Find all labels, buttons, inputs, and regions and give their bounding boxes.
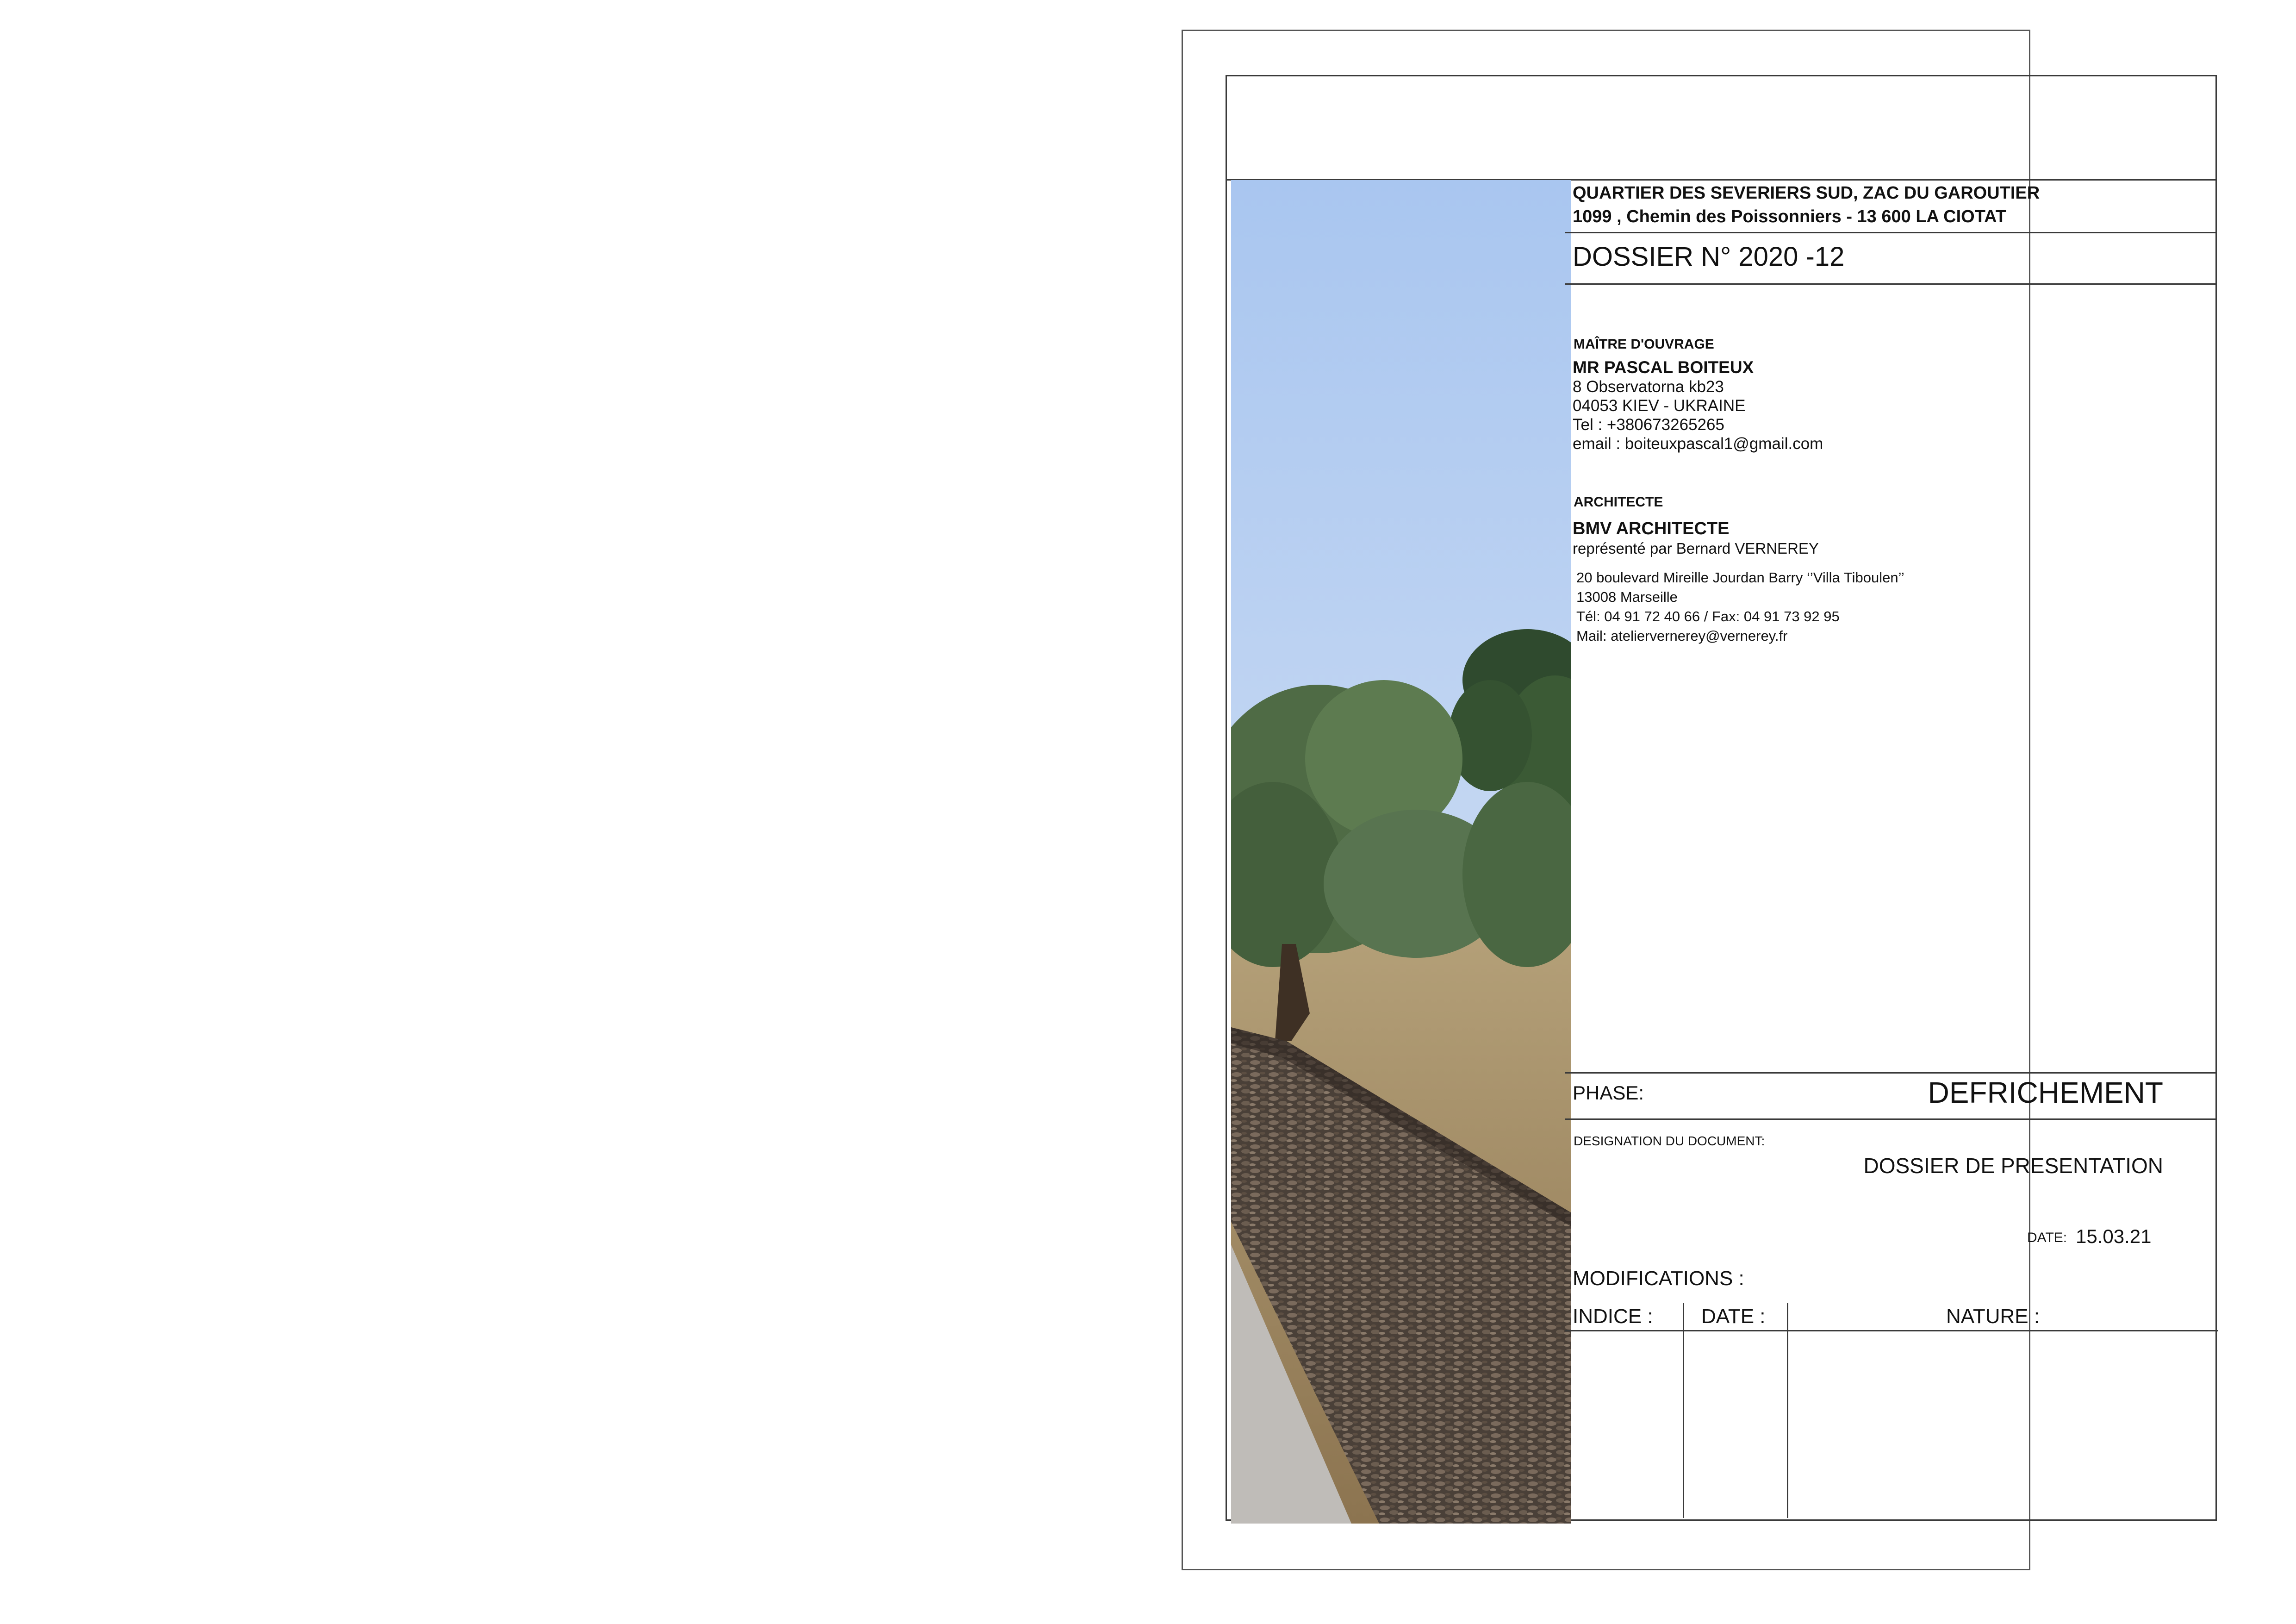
date-value: 15.03.21 (2076, 1225, 2152, 1247)
phase-value: DEFRICHEMENT (1928, 1076, 2163, 1109)
mod-col-nature: NATURE : (1946, 1305, 2040, 1328)
mod-col-divider-1 (1683, 1303, 1684, 1518)
architect-address1: 20 boulevard Mireille Jourdan Barry ‘’Villa Tiboulen’’ (1576, 569, 1904, 586)
owner-email: email : boiteuxpascal1@gmail.com (1573, 435, 1823, 453)
architect-represented-by: représenté par Bernard VERNEREY (1573, 540, 1819, 557)
document-designation-label: DESIGNATION DU DOCUMENT: (1574, 1134, 1765, 1148)
mod-col-indice: INDICE : (1573, 1305, 1653, 1328)
dossier-number: DOSSIER N° 2020 -12 (1573, 242, 1845, 272)
site-divider (1565, 232, 2217, 233)
phase-bottom-divider (1565, 1118, 2217, 1120)
date-label: DATE: (2027, 1230, 2067, 1245)
document-designation-value: DOSSIER DE PRESENTATION (1863, 1154, 2163, 1178)
owner-heading: MAÎTRE D'OUVRAGE (1574, 337, 1714, 352)
architect-mail: Mail: ateliervernerey@vernerey.fr (1576, 628, 1788, 644)
modifications-header-divider (1565, 1330, 2218, 1331)
architect-phone: Tél: 04 91 72 40 66 / Fax: 04 91 73 92 95 (1576, 608, 1840, 625)
owner-address1: 8 Observatorna kb23 (1573, 378, 1724, 396)
owner-name: MR PASCAL BOITEUX (1573, 358, 1754, 377)
architect-name: BMV ARCHITECTE (1573, 519, 1730, 538)
architect-address2: 13008 Marseille (1576, 589, 1678, 605)
owner-tel: Tel : +380673265265 (1573, 416, 1724, 434)
phase-label: PHASE: (1573, 1082, 1644, 1104)
mod-col-date: DATE : (1701, 1305, 1766, 1328)
site-photo (1231, 180, 1571, 1524)
architect-heading: ARCHITECTE (1574, 494, 1663, 510)
dossier-divider (1565, 283, 2217, 285)
mod-col-divider-2 (1787, 1303, 1788, 1518)
modifications-title: MODIFICATIONS : (1573, 1267, 1744, 1290)
phase-top-divider (1565, 1072, 2217, 1074)
site-address-line1: QUARTIER DES SEVERIERS SUD, ZAC DU GAROUTIER (1573, 183, 2040, 203)
owner-address2: 04053 KIEV - UKRAINE (1573, 397, 1746, 415)
site-address-line2: 1099 , Chemin des Poissonniers - 13 600 LA CIOTAT (1573, 207, 2006, 226)
